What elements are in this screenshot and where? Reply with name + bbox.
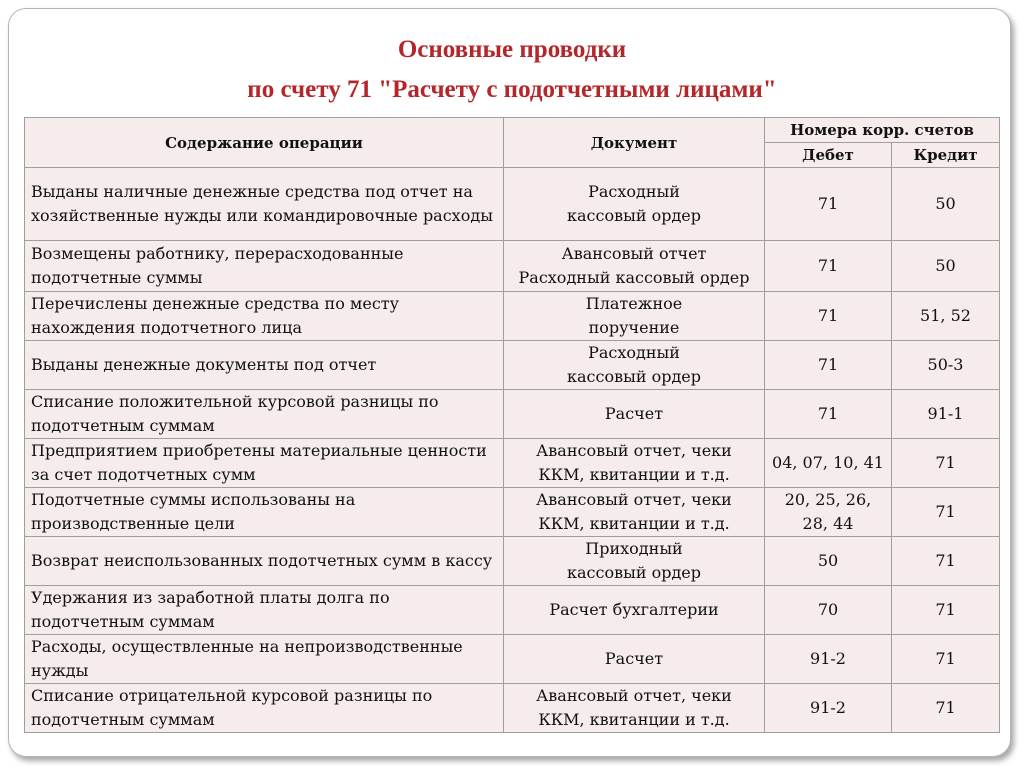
cell-document [504, 341, 765, 390]
slide-title [0, 30, 1024, 110]
cell-credit: 91-1 [892, 390, 1000, 439]
document-line: кассовый ордер [566, 367, 702, 386]
cell-operation: Расходы, осуществленные на непроизводственные нужды [25, 635, 504, 684]
table-row [25, 488, 1000, 537]
document-line: Расчет бухгалтерии [549, 600, 719, 619]
cell-credit: 71 [892, 684, 1000, 733]
cell-operation: Подотчетные суммы использованы на производственные цели [25, 488, 504, 537]
cell-debit: 71 [765, 241, 892, 292]
cell-debit: 71 [765, 390, 892, 439]
document-line: ККМ, квитанции и т.д. [538, 465, 730, 484]
document-line: Расходный [588, 182, 680, 201]
cell-debit: 91-2 [765, 635, 892, 684]
cell-credit: 50-3 [892, 341, 1000, 390]
header-debit: Дебет [765, 143, 892, 168]
document-line: ККМ, квитанции и т.д. [538, 514, 730, 533]
table-row [25, 586, 1000, 635]
cell-operation: Выданы наличные денежные средства под отчет на хозяйственные нужды или командировочные расходы [25, 168, 504, 241]
cell-operation: Перечислены денежные средства по месту нахождения подотчетного лица [25, 292, 504, 341]
cell-document [504, 635, 765, 684]
document-line: Авансовый отчет [561, 244, 707, 263]
document-line: кассовый ордер [566, 206, 702, 225]
cell-debit: 50 [765, 537, 892, 586]
cell-document [504, 537, 765, 586]
postings-table [24, 117, 1000, 733]
cell-document [504, 241, 765, 292]
cell-operation: Предприятием приобретены материальные ценности за счет подотчетных сумм [25, 439, 504, 488]
cell-document [504, 684, 765, 733]
cell-document [504, 168, 765, 241]
cell-debit: 91-2 [765, 684, 892, 733]
cell-operation: Возмещены работнику, перерасходованные подотчетные суммы [25, 241, 504, 292]
table-row [25, 537, 1000, 586]
document-line: Расчет [604, 404, 664, 423]
cell-debit: 71 [765, 168, 892, 241]
document-line: поручение [588, 318, 680, 337]
cell-credit: 71 [892, 439, 1000, 488]
document-line: Расчет [604, 649, 664, 668]
cell-document [504, 292, 765, 341]
header-operation: Содержание операции [25, 118, 504, 168]
cell-operation: Списание положительной курсовой разницы по подотчетным суммам [25, 390, 504, 439]
cell-document [504, 488, 765, 537]
cell-credit: 71 [892, 586, 1000, 635]
table-row [25, 439, 1000, 488]
cell-operation: Удержания из заработной платы долга по подотчетным суммам [25, 586, 504, 635]
cell-credit: 71 [892, 635, 1000, 684]
title-line-2: по счету 71 "Расчету с подотчетными лицами" [247, 76, 777, 103]
cell-document [504, 586, 765, 635]
document-line: Расходный кассовый ордер [518, 268, 750, 287]
table-row [25, 635, 1000, 684]
table-row [25, 241, 1000, 292]
document-line: Платежное [585, 294, 683, 313]
cell-credit: 50 [892, 168, 1000, 241]
cell-debit: 70 [765, 586, 892, 635]
document-line: Расходный [588, 343, 680, 362]
cell-debit: 71 [765, 341, 892, 390]
table-row [25, 390, 1000, 439]
document-line: Авансовый отчет, чеки [536, 686, 732, 705]
cell-debit: 04, 07, 10, 41 [765, 439, 892, 488]
cell-operation: Выданы денежные документы под отчет [25, 341, 504, 390]
document-line: Приходный [585, 539, 683, 558]
cell-operation: Возврат неиспользованных подотчетных сумм в кассу [25, 537, 504, 586]
header-credit: Кредит [892, 143, 1000, 168]
table-body [25, 168, 1000, 733]
cell-credit: 71 [892, 537, 1000, 586]
table-row [25, 341, 1000, 390]
title-line-1: Основные проводки [397, 36, 627, 63]
header-document: Документ [504, 118, 765, 168]
document-line: кассовый ордер [566, 563, 702, 582]
document-line: Авансовый отчет, чеки [536, 441, 732, 460]
cell-debit: 20, 25, 26, 28, 44 [765, 488, 892, 537]
table-row [25, 168, 1000, 241]
document-line: Авансовый отчет, чеки [536, 490, 732, 509]
cell-document [504, 390, 765, 439]
table-row [25, 684, 1000, 733]
header-accounts: Номера корр. счетов [765, 118, 1000, 143]
cell-document [504, 439, 765, 488]
cell-operation: Списание отрицательной курсовой разницы по подотчетным суммам [25, 684, 504, 733]
cell-credit: 51, 52 [892, 292, 1000, 341]
table-row [25, 292, 1000, 341]
cell-debit: 71 [765, 292, 892, 341]
cell-credit: 71 [892, 488, 1000, 537]
cell-credit: 50 [892, 241, 1000, 292]
document-line: ККМ, квитанции и т.д. [538, 710, 730, 729]
